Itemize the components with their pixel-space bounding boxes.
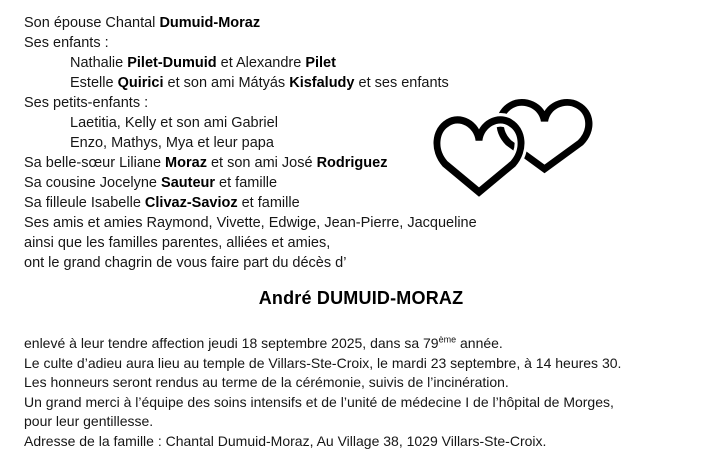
family-list: [24, 13, 477, 273]
text-line: Estelle Quirici et son ami Mátyás Kisfaludy et ses enfants: [70, 75, 449, 91]
text-line: Ses enfants :: [24, 35, 109, 51]
text-line: Le culte d’adieu aura lieu au temple de Villars-Ste-Croix, le mardi 23 septembre, à 14 heures 30.: [24, 354, 622, 371]
text-line: Sa belle-sœur Liliane Moraz et son ami José Rodriguez: [24, 155, 388, 171]
text-line: Son épouse Chantal Dumuid-Moraz: [24, 15, 261, 31]
text-line: pour leur gentillesse.: [24, 413, 154, 429]
text-line: Les honneurs seront rendus au terme de la cérémonie, suivis de l’incinération.: [24, 374, 509, 390]
text-line: Enzo, Mathys, Mya et leur papa: [70, 135, 274, 151]
text-line: Ses petits-enfants :: [24, 95, 149, 111]
deceased-name: André DUMUID-MORAZ: [258, 288, 464, 308]
text-line: enlevé à leur tendre affection jeudi 18 septembre 2025, dans sa 79ème année.: [24, 334, 503, 351]
text-line: Laetitia, Kelly et son ami Gabriel: [70, 115, 278, 131]
text-line: Ses amis et amies Raymond, Vivette, Edwige, Jean-Pierre, Jacqueline: [24, 215, 477, 231]
text-line: Sa filleule Isabelle Clivaz-Savioz et famille: [24, 195, 300, 211]
text-line: Nathalie Pilet-Dumuid et Alexandre Pilet: [70, 55, 336, 71]
text-line: Sa cousine Jocelyne Sauteur et famille: [24, 175, 278, 191]
text-line: Adresse de la famille : Chantal Dumuid-Moraz, Au Village 38, 1029 Villars-Ste-Croix.: [24, 432, 547, 449]
text-line: ainsi que les familles parentes, alliées et amies,: [24, 235, 331, 251]
text-line: Un grand merci à l’équipe des soins intensifs et de l’unité de médecine I de l’hôpital de Morges,: [24, 393, 614, 410]
funeral-details: [24, 334, 621, 451]
interlocked-hearts-icon: [428, 87, 618, 202]
text-line: ont le grand chagrin de vous faire part du décès d’: [24, 255, 347, 271]
